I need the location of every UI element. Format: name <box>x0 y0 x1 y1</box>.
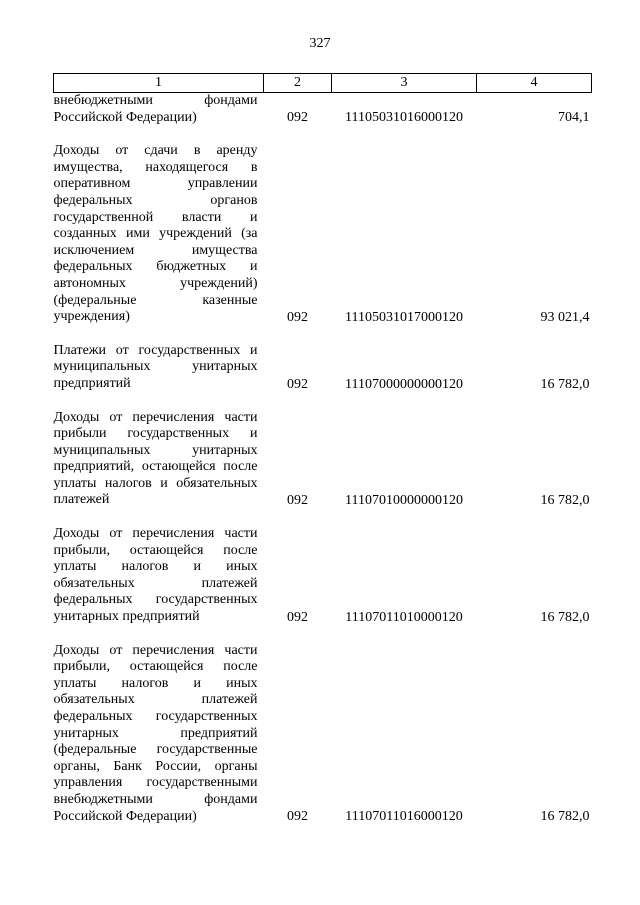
column-header-4: 4 <box>477 74 592 93</box>
row-code-admin: 092 <box>287 110 308 126</box>
row-amount: 704,1 <box>558 110 590 126</box>
row-description: Доходы от перечисления части прибыли, остающейся после уплаты налогов и иных обязательных платежей федеральных государственных унитарных предприятий <box>53 526 258 625</box>
row-code-admin: 092 <box>287 809 308 825</box>
row-code-income: 11105031017000120 <box>345 309 463 325</box>
revenue-table <box>53 73 592 825</box>
row-description: Доходы от перечисления части прибыли, остающейся после уплаты налогов и иных обязательных платежей федеральных государственных унитарных предприятий (федеральные государственные органы, Банк России, органы управления государственными внебюджетными фондами Российской Федерации) <box>53 642 258 824</box>
row-spacer <box>54 393 592 410</box>
column-header-3: 3 <box>332 74 477 93</box>
row-spacer <box>54 126 592 143</box>
row-code-admin: 092 <box>287 493 308 509</box>
row-description: Платежи от государственных и муниципальных унитарных предприятий <box>53 342 258 391</box>
row-code-admin: 092 <box>287 309 308 325</box>
row-description: Доходы от перечисления части прибыли государственных и муниципальных унитарных предприятий, остающейся после уплаты налогов и обязательных платежей <box>53 409 258 508</box>
column-header-1: 1 <box>54 74 264 93</box>
row-code-income: 11105031016000120 <box>345 110 463 126</box>
table-header-row <box>54 74 592 93</box>
row-spacer <box>54 626 592 643</box>
row-code-income: 11107000000000120 <box>345 376 463 392</box>
table-row <box>54 643 592 826</box>
row-code-admin: 092 <box>287 609 308 625</box>
row-amount: 16 782,0 <box>540 609 590 625</box>
table-row <box>54 343 592 393</box>
table-row <box>54 526 592 626</box>
row-code-admin: 092 <box>287 376 308 392</box>
page-number: 327 <box>309 36 331 51</box>
row-amount: 16 782,0 <box>540 809 590 825</box>
row-spacer <box>54 326 592 343</box>
row-amount: 16 782,0 <box>540 493 590 509</box>
table-row <box>54 93 592 127</box>
row-amount: 93 021,4 <box>540 309 590 325</box>
row-code-income: 11107010000000120 <box>345 493 463 509</box>
row-amount: 16 782,0 <box>540 376 590 392</box>
row-description: Доходы от сдачи в аренду имущества, находящегося в оперативном управлении федеральных органов государственной власти и созданных ими учреждений (за исключением имущества федеральных бюджетных и автономных учреждений) (федеральные казенные учреждения) <box>53 143 258 325</box>
row-spacer <box>54 509 592 526</box>
table-row <box>54 410 592 510</box>
row-code-income: 11107011010000120 <box>345 609 463 625</box>
column-header-2: 2 <box>264 74 332 93</box>
row-code-income: 11107011016000120 <box>345 809 463 825</box>
table-row <box>54 143 592 326</box>
row-description: внебюджетными фондами Российской Федерации) <box>53 93 258 125</box>
